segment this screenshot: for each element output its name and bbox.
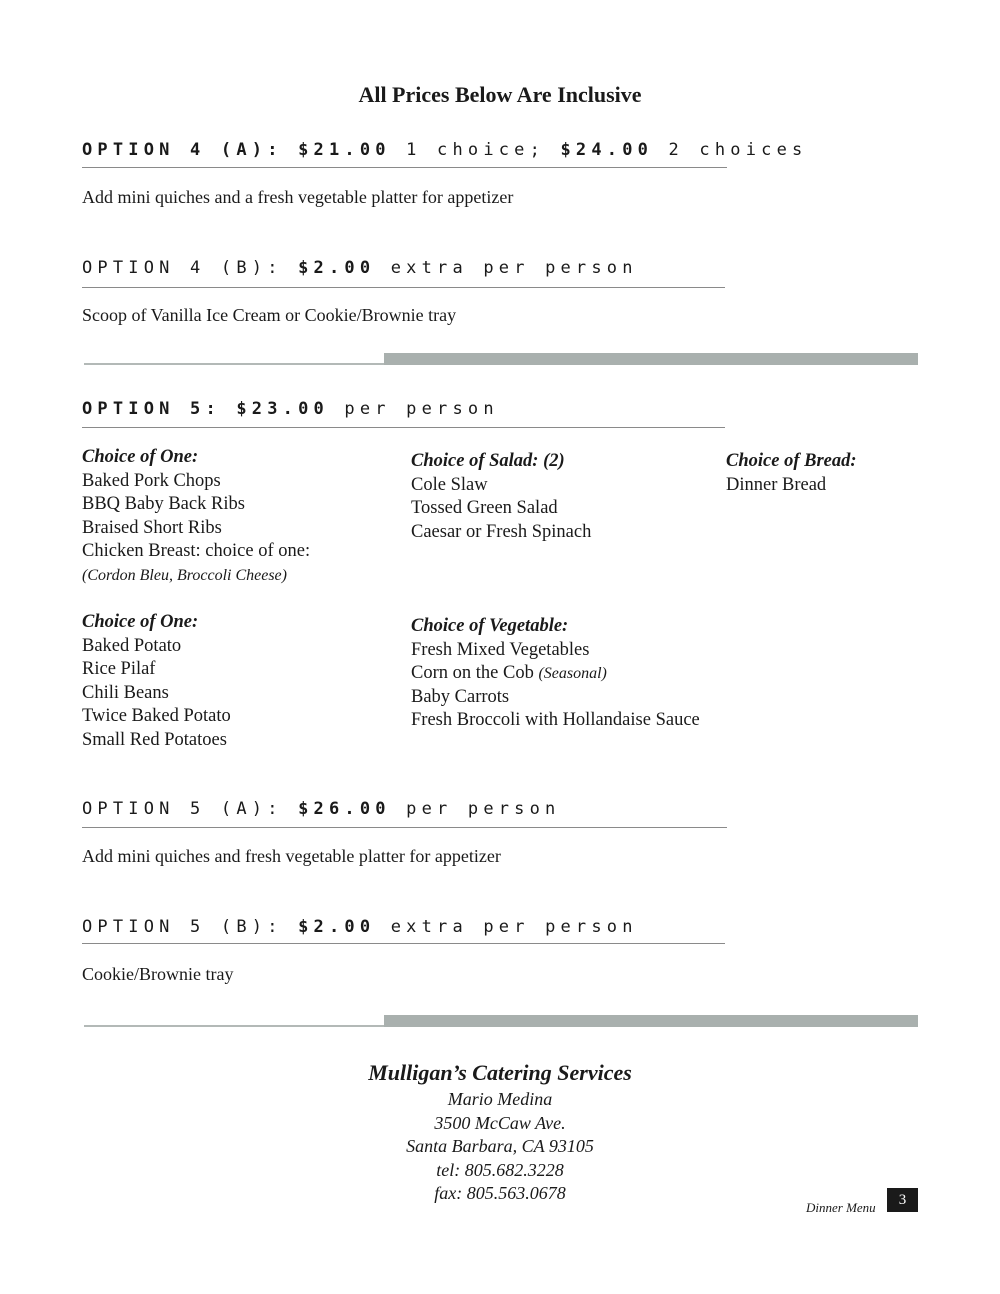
option-4a-note-2: 2 choices bbox=[668, 140, 808, 160]
bread-choice-heading: Choice of Bread: bbox=[726, 451, 857, 471]
option-4a-title bbox=[82, 140, 807, 160]
entree-choice-list bbox=[82, 446, 310, 587]
entree-choice-heading: Choice of One: bbox=[82, 447, 199, 467]
list-item: Fresh Mixed Vegetables bbox=[411, 639, 590, 660]
page-heading: All Prices Below Are Inclusive bbox=[358, 82, 642, 107]
vegetable-choice-heading: Choice of Vegetable: bbox=[411, 616, 569, 636]
list-item: BBQ Baby Back Ribs bbox=[82, 494, 245, 514]
list-item: Small Red Potatoes bbox=[82, 729, 227, 750]
list-item: Chili Beans bbox=[82, 682, 169, 703]
option-5-price: $23.00 bbox=[236, 399, 329, 419]
company-name: Mulligan’s Catering Services bbox=[368, 1060, 632, 1085]
option-4b-label: OPTION 4 (B): bbox=[82, 258, 283, 278]
list-item: Caesar or Fresh Spinach bbox=[411, 521, 592, 542]
option-5b-title bbox=[82, 917, 638, 937]
option-5b-rule bbox=[82, 943, 725, 944]
corn-item: Corn on the Cob bbox=[411, 663, 534, 683]
option-5b-note: extra per person bbox=[390, 917, 638, 937]
list-item: Baby Carrots bbox=[411, 686, 510, 707]
address-line-2: Santa Barbara, CA 93105 bbox=[406, 1136, 594, 1156]
corn-seasonal-note: (Seasonal) bbox=[538, 665, 607, 682]
option-4b-title bbox=[82, 258, 638, 278]
option-5b-label: OPTION 5 (B): bbox=[82, 917, 283, 937]
option-5-rule bbox=[82, 427, 725, 428]
option-4a-price-1: $21.00 bbox=[298, 140, 391, 160]
list-item: Chicken Breast: choice of one: bbox=[82, 541, 311, 561]
bread-choice-list bbox=[726, 450, 857, 497]
company-contact-block bbox=[0, 1058, 1000, 1206]
list-item: Baked Potato bbox=[82, 635, 182, 656]
option-4a-description: Add mini quiches and a fresh vegetable platter for appetizer bbox=[82, 187, 514, 207]
list-item: Braised Short Ribs bbox=[82, 517, 222, 538]
option-5-label: OPTION 5: bbox=[82, 399, 221, 419]
list-item: Tossed Green Salad bbox=[411, 498, 558, 518]
option-5-note: per person bbox=[344, 399, 499, 419]
vegetable-choice-list bbox=[411, 615, 700, 733]
option-4b-description: Scoop of Vanilla Ice Cream or Cookie/Brownie tray bbox=[82, 305, 457, 325]
option-4a-rule bbox=[82, 167, 727, 168]
list-item: Cole Slaw bbox=[411, 474, 488, 495]
side-choice-list bbox=[82, 611, 231, 752]
telephone: tel: 805.682.3228 bbox=[436, 1159, 564, 1180]
option-5a-description: Add mini quiches and fresh vegetable platter for appetizer bbox=[82, 846, 501, 866]
salad-choice-list bbox=[411, 450, 591, 544]
option-5a-title bbox=[82, 799, 561, 819]
section-divider-thin bbox=[84, 363, 384, 365]
contact-name: Mario Medina bbox=[447, 1089, 553, 1109]
address-line-1: 3500 McCaw Ave. bbox=[434, 1112, 566, 1133]
option-5a-rule bbox=[82, 827, 727, 828]
option-5-title bbox=[82, 399, 499, 419]
side-choice-heading: Choice of One: bbox=[82, 612, 199, 632]
salad-choice-heading: Choice of Salad: (2) bbox=[411, 451, 565, 471]
option-4b-rule bbox=[82, 287, 725, 288]
option-4a-note-1: 1 choice; bbox=[406, 140, 546, 160]
option-5b-price: $2.00 bbox=[298, 917, 376, 937]
option-5a-price: $26.00 bbox=[298, 799, 391, 819]
list-item: Dinner Bread bbox=[726, 474, 827, 495]
page-section-label: Dinner Menu bbox=[806, 1200, 876, 1215]
section-divider-thick bbox=[384, 1015, 918, 1027]
section-divider-thin bbox=[84, 1025, 384, 1027]
list-item bbox=[411, 662, 700, 686]
option-5a-note: per person bbox=[406, 799, 561, 819]
page-number: 3 bbox=[887, 1188, 918, 1212]
option-5a-label: OPTION 5 (A): bbox=[82, 799, 283, 819]
fax: fax: 805.563.0678 bbox=[434, 1183, 566, 1203]
option-4b-price: $2.00 bbox=[298, 258, 376, 278]
list-item: Twice Baked Potato bbox=[82, 706, 231, 726]
section-divider-thick bbox=[384, 353, 918, 365]
option-4a-price-2: $24.00 bbox=[560, 140, 654, 160]
list-item: Fresh Broccoli with Hollandaise Sauce bbox=[411, 710, 700, 730]
list-item: Rice Pilaf bbox=[82, 659, 156, 679]
option-4a-label: OPTION 4 (A): bbox=[82, 140, 283, 160]
option-5b-description: Cookie/Brownie tray bbox=[82, 964, 234, 984]
option-4b-note: extra per person bbox=[390, 258, 638, 278]
list-item: Baked Pork Chops bbox=[82, 470, 221, 491]
chicken-options-note: (Cordon Bleu, Broccoli Cheese) bbox=[82, 566, 287, 584]
